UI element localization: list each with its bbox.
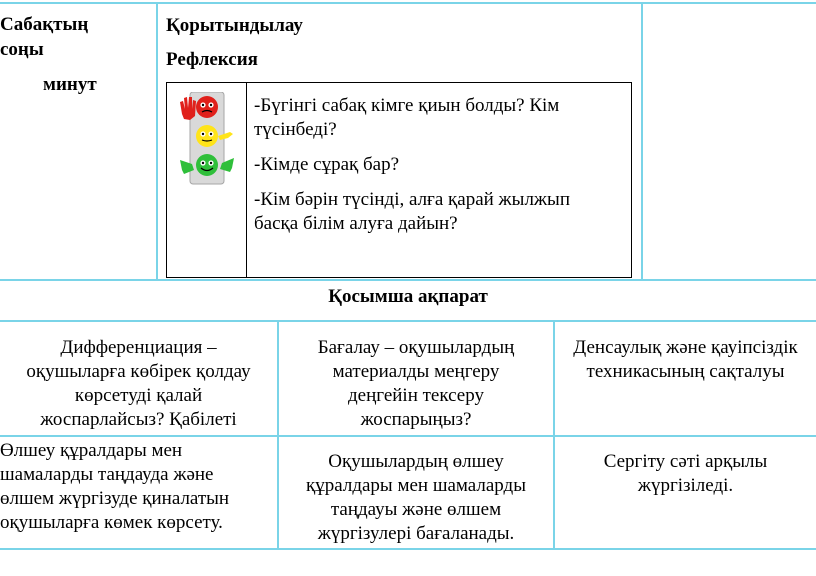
- cell-line: таңдауы және өлшем: [330, 499, 502, 520]
- top-row-bottom-border: [0, 279, 816, 281]
- reflection-question-3-cont: басқа білім алуға дайын?: [254, 213, 458, 234]
- lesson-end-label: Сабақтың: [0, 14, 89, 35]
- info-title-bottom-border: [0, 320, 816, 322]
- header-line: Денсаулық және қауіпсіздік: [573, 337, 798, 358]
- reflection-question-1-cont: түсінбеді?: [254, 119, 337, 140]
- header-line: жоспарлайсыз? Қабілеті: [40, 409, 237, 430]
- header-line: Дифференциация –: [60, 337, 217, 358]
- reflection-question-1: -Бүгінгі сабақ кімге қиын болды? Кім: [254, 95, 560, 116]
- cell-line: Оқушылардың өлшеу: [328, 451, 504, 472]
- top-col-divider-1: [156, 2, 158, 281]
- top-col-divider-2: [641, 2, 643, 281]
- reflection-box-divider: [246, 83, 247, 277]
- cell-line: жүргізіледі.: [637, 475, 734, 496]
- cell-line: Сергіту сәті арқылы: [603, 451, 768, 472]
- cell-line: жүргізулері бағаланады.: [317, 523, 515, 544]
- reflection-question-3: -Кім бәрін түсінді, алға қарай жылжып: [254, 189, 570, 210]
- minutes-label: минут: [43, 74, 97, 95]
- traffic-light-image: [178, 92, 236, 188]
- header-line: Бағалау – оқушылардың: [317, 337, 515, 358]
- header-line: көрсетуді қалай: [74, 385, 203, 406]
- green-light-icon: [180, 154, 234, 176]
- summary-heading: Қорытындылау: [166, 15, 303, 36]
- cell-line: шамаларды таңдауда және: [0, 464, 214, 485]
- header-line: жоспарыңыз?: [360, 409, 472, 430]
- header-line: материалды меңгеру: [332, 361, 500, 382]
- reflection-heading: Рефлексия: [166, 49, 258, 70]
- header-row-bottom-border: [0, 435, 816, 437]
- reflection-question-2: -Кімде сұрақ бар?: [254, 154, 400, 175]
- cell-line: құралдары мен шамаларды: [306, 475, 526, 496]
- header-line: оқушыларға көбірек қолдау: [26, 361, 251, 382]
- header-line: техникасының сақталуы: [586, 361, 785, 382]
- table-bottom-border: [0, 548, 816, 550]
- lesson-end-label-2: соңы: [0, 39, 44, 60]
- yellow-light-icon: [196, 125, 233, 147]
- cell-line: өлшем жүргізуде қиналатын: [0, 488, 230, 509]
- table-top-border: [0, 2, 816, 4]
- cell-line: оқушыларға көмек көрсету.: [0, 512, 223, 533]
- cell-line: Өлшеу құралдары мен: [0, 440, 183, 461]
- header-line: деңгейін тексеру: [348, 385, 484, 406]
- additional-info-title: Қосымша ақпарат: [328, 286, 488, 307]
